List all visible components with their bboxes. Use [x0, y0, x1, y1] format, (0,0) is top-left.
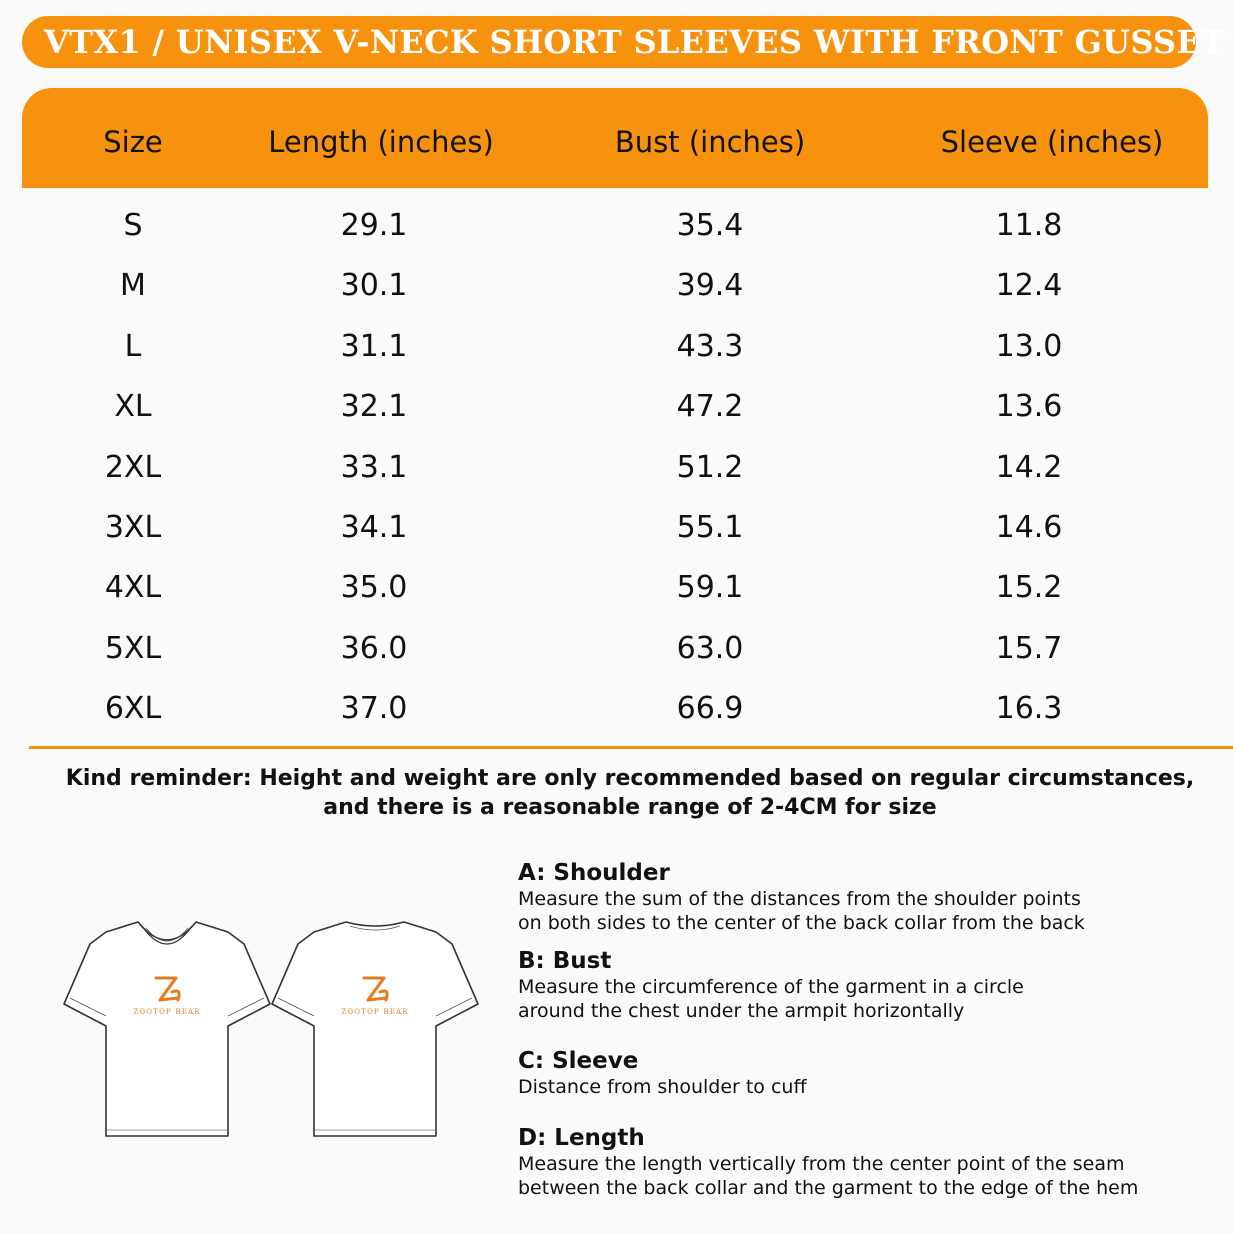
measurement-shoulder	[518, 859, 1085, 935]
cell-bust: 63.0	[676, 631, 744, 666]
table-row	[0, 558, 1233, 618]
measurement-title: C: Sleeve	[518, 1048, 639, 1074]
cell-sleeve: 14.6	[995, 510, 1063, 545]
measurement-length	[518, 1124, 1138, 1200]
cell-sleeve: 11.8	[995, 208, 1063, 243]
table-row	[0, 498, 1233, 558]
cell-sleeve: 13.6	[995, 389, 1063, 424]
cell-bust: 59.1	[676, 570, 744, 605]
column-header-bust: Bust (inches)	[614, 125, 806, 159]
cell-size: 2XL	[104, 450, 162, 485]
brand-logo-text: ZOOTOP BEAR	[341, 1008, 409, 1016]
measurement-description: Measure the circumference of the garment in a circle around the chest under the armpit horizontally	[518, 976, 1024, 1022]
orange-divider	[29, 746, 1233, 749]
measurement-bust	[518, 947, 1024, 1023]
table-row	[0, 377, 1233, 437]
measurement-description: Measure the length vertically from the center point of the seam between the back collar and the garment to the edge of the hem	[518, 1153, 1139, 1199]
cell-size: L	[124, 329, 142, 364]
column-header-length: Length (inches)	[268, 125, 494, 159]
reminder-line-2: and there is a reasonable range of 2-4CM for size	[323, 795, 937, 820]
cell-bust: 51.2	[676, 450, 744, 485]
cell-bust: 43.3	[676, 329, 744, 364]
cell-bust: 39.4	[676, 268, 744, 303]
measurement-sleeve	[518, 1047, 807, 1099]
kind-reminder	[0, 764, 1233, 822]
reminder-line-1: Kind reminder: Height and weight are only recommended based on regular circumstances,	[65, 766, 1195, 791]
measurement-title: A: Shoulder	[518, 860, 670, 886]
measurement-description: Measure the sum of the distances from the shoulder points on both sides to the center of the back collar from the back	[518, 888, 1085, 934]
title-banner	[22, 16, 1226, 68]
measurement-description: Distance from shoulder to cuff	[518, 1076, 807, 1098]
table-row	[0, 619, 1233, 679]
cell-length: 29.1	[340, 208, 408, 243]
cell-size: M	[120, 268, 146, 303]
table-row	[0, 196, 1233, 256]
cell-size: 4XL	[104, 570, 162, 605]
cell-sleeve: 15.2	[995, 570, 1063, 605]
tshirt-back-illustration	[270, 918, 480, 1144]
table-row	[0, 679, 1233, 739]
page-title: VTX1 / UNISEX V-NECK SHORT SLEEVES WITH FRONT GUSSET	[44, 23, 1226, 61]
column-header-size: Size	[103, 125, 163, 159]
cell-length: 30.1	[340, 268, 408, 303]
cell-length: 34.1	[340, 510, 408, 545]
cell-bust: 35.4	[676, 208, 744, 243]
cell-sleeve: 13.0	[995, 329, 1063, 364]
cell-size: S	[123, 208, 143, 243]
cell-sleeve: 12.4	[995, 268, 1063, 303]
cell-bust: 55.1	[676, 510, 744, 545]
cell-length: 36.0	[340, 631, 408, 666]
table-row	[0, 438, 1233, 498]
cell-sleeve: 16.3	[995, 691, 1063, 726]
cell-bust: 47.2	[676, 389, 744, 424]
table-row	[0, 317, 1233, 377]
table-row	[0, 256, 1233, 316]
cell-size: 5XL	[104, 631, 162, 666]
cell-size: XL	[114, 389, 152, 424]
cell-length: 33.1	[340, 450, 408, 485]
cell-bust: 66.9	[676, 691, 744, 726]
cell-length: 31.1	[340, 329, 408, 364]
cell-sleeve: 15.7	[995, 631, 1063, 666]
cell-sleeve: 14.2	[995, 450, 1063, 485]
cell-size: 3XL	[104, 510, 162, 545]
cell-length: 37.0	[340, 691, 408, 726]
cell-size: 6XL	[104, 691, 162, 726]
column-header-sleeve: Sleeve (inches)	[940, 125, 1164, 159]
cell-length: 35.0	[340, 570, 408, 605]
measurement-title: B: Bust	[518, 948, 612, 974]
tshirt-front-illustration	[62, 918, 272, 1144]
brand-logo-text: ZOOTOP BEAR	[133, 1008, 201, 1016]
measurement-title: D: Length	[518, 1125, 645, 1151]
cell-length: 32.1	[340, 389, 408, 424]
